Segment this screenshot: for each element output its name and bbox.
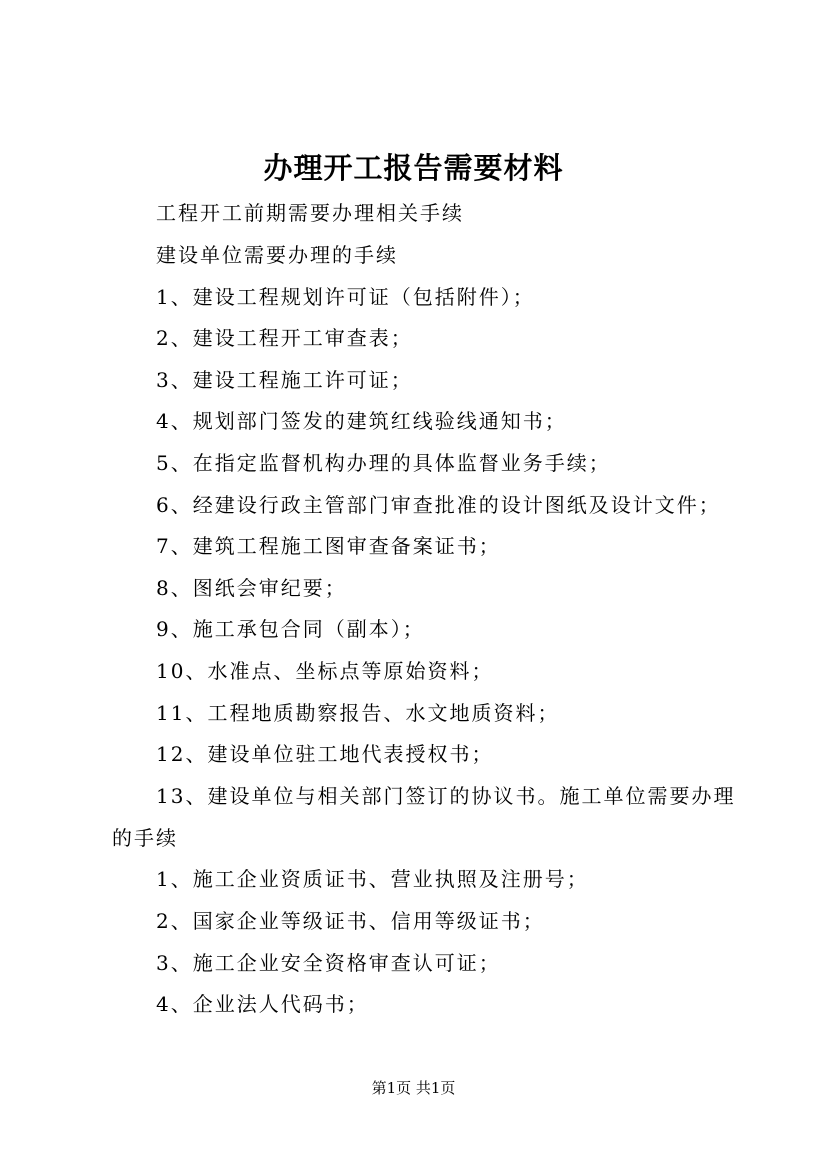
document-title: 办理开工报告需要材料: [263, 151, 564, 185]
list-item: 9、施工承包合同（副本）；: [156, 617, 425, 641]
list-item: 13、建设单位与相关部门签订的协议书。施工单位需要办理: [156, 784, 736, 808]
text-line: 工程开工前期需要办理相关手续: [156, 201, 464, 225]
text-line: 建设单位需要办理的手续: [156, 243, 398, 267]
list-item: 4、企业法人代码书；: [156, 992, 369, 1016]
list-item: 12、建设单位驻工地代表授权书；: [156, 742, 494, 766]
list-item: 8、图纸会审纪要；: [156, 576, 347, 600]
list-item: 6、经建设行政主管部门审查批准的设计图纸及设计文件；: [156, 493, 721, 517]
list-item: 4、规划部门签发的建筑红线验线通知书；: [156, 409, 567, 433]
list-item: 5、在指定监督机构办理的具体监督业务手续；: [156, 451, 611, 475]
list-item: 3、施工企业安全资格审查认可证；: [156, 951, 501, 975]
list-item: 2、建设工程开工审查表；: [156, 326, 413, 350]
list-item: 1、施工企业资质证书、营业执照及注册号；: [156, 867, 589, 891]
list-item: 7、建筑工程施工图审查备案证书；: [156, 534, 501, 558]
list-item: 3、建设工程施工许可证；: [156, 368, 413, 392]
list-item: 11、工程地质勘察报告、水文地质资料；: [156, 701, 560, 725]
list-item: 10、水准点、坐标点等原始资料；: [156, 659, 494, 683]
list-item: 1、建设工程规划许可证（包括附件）；: [156, 285, 535, 309]
text-line: 的手续: [112, 826, 178, 850]
page-footer: 第1页 共1页: [371, 1079, 456, 1097]
list-item: 2、国家企业等级证书、信用等级证书；: [156, 909, 545, 933]
